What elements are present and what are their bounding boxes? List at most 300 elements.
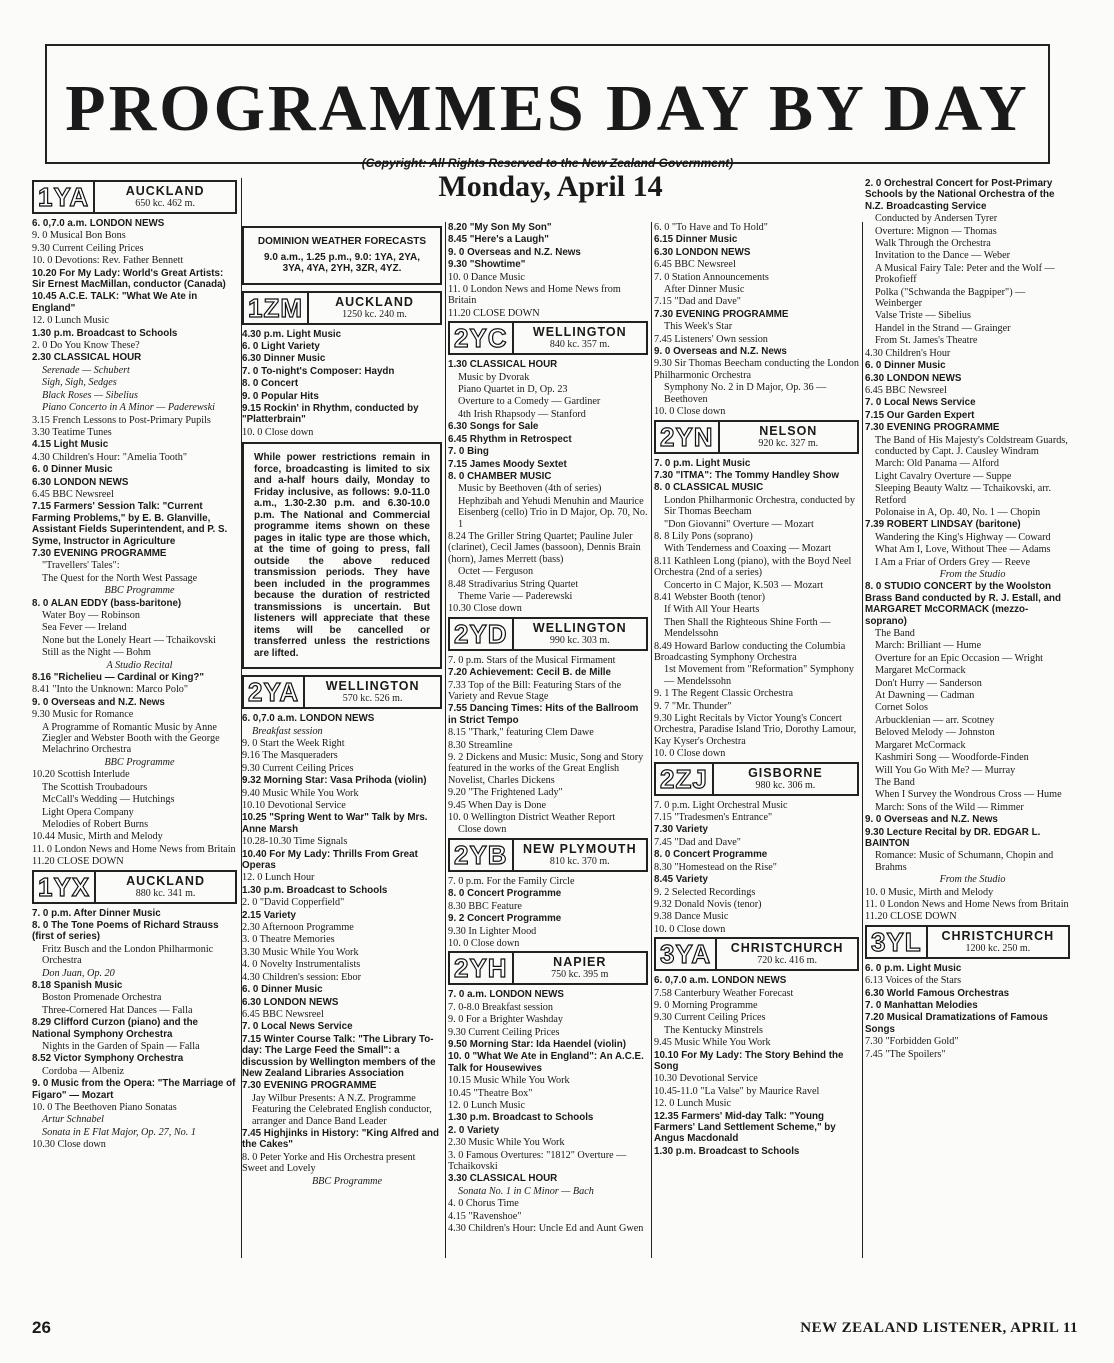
programme-entry: Still as the Night — Bohm [42,647,151,659]
programme-list-1zm [242,329,442,439]
programme-entry: Then Shall the Righteous Shine Forth — Mendelssohn [664,616,831,640]
programme-entry: Fritz Busch and the London Philharmonic Orchestra [42,943,214,967]
programme-entry: 10. 0 Wellington District Weather Report [448,812,616,824]
programme-entry: 10. 0 Close down [242,426,314,438]
programme-entry: 8.11 Kathleen Long (piano), with the Boyd Neel Orchestra (2nd of a series) [654,555,852,579]
station-header-2yc [448,321,648,355]
programme-entry: 1st Movement from "Reformation" Symphony — Mendelssohn [664,664,854,687]
programme-entry: 7.20 Achievement: Cecil B. de Mille [448,667,611,679]
programme-entry: 10.25 "Spring Went to War" Talk by Mrs. Anne Marsh [242,812,428,835]
programme-entry: 8. 0 Concert [242,378,299,390]
programme-entry: 9.45 When Day is Done [448,799,546,811]
station-city: WELLINGTON [532,620,627,635]
station-frequency: 1200 kc. 250 m. [965,942,1031,954]
programme-entry: 4.30 Children's Hour: "Amelia Tooth" [32,451,187,463]
programme-entry: 7.15 Our Garden Expert [865,409,975,421]
programme-entry: 4.30 p.m. Light Music [242,328,342,340]
programme-entry: 9. 0 Overseas and N.Z. News [448,246,581,258]
programme-entry: 8. 0 ALAN EDDY (bass-baritone) [32,597,182,609]
programme-entry: 7. 0 To-night's Composer: Haydn [242,365,395,377]
programme-list-2zj [654,800,859,935]
programme-entry: 6. 0 "To Have and To Hold" [654,222,768,233]
programme-entry: 2.15 Variety [242,909,296,921]
programme-entry: 9. 0 Overseas and N.Z. News [865,814,998,826]
programme-entry: 4.15 "Ravenshoe" [448,1210,522,1222]
programme-entry: 10.44 Music, Mirth and Melody [32,831,163,843]
programme-entry: 11. 0 London News and Home News from Britain [448,284,621,307]
station-city: AUCKLAND [125,184,205,198]
programme-entry: 1.30 p.m. Broadcast to Schools [32,327,178,339]
station-call-sign: 2YN [656,422,720,452]
programme-entry: 4.30 Children's Hour: Uncle Ed and Aunt Gwen [448,1223,644,1235]
programme-entry: 10.45 A.C.E. TALK: "What We Ate in England" [32,291,198,314]
programme-entry: 7.30 Variety [654,824,708,836]
programme-entry: Will You Go With Me? — Murray [875,764,1016,776]
programme-entry: 10.40 For My Lady: Thrills From Great Operas [242,848,418,872]
programme-list-2ya [242,713,442,1187]
station-call-sign: 2YA [244,677,305,707]
programme-entry: 6.45 BBC Newsreel [865,384,947,396]
programme-entry: Close down [458,824,507,836]
programme-entry: 8.45 Variety [654,874,708,886]
programme-entry: 9.30 Current Ceiling Prices [32,242,144,254]
programme-entry: 9.15 Rockin' in Rhythm, conducted by "Platterbrain" [242,402,419,426]
programme-entry: 8.41 "Into the Unknown: Marco Polo" [32,684,189,696]
programme-entry: 3.15 French Lessons to Post-Primary Pupils [32,414,211,426]
programme-entry: 12.35 Farmers' Mid-day Talk: "Young Farmers' Land Settlement Scheme," by Angus Macdonald [654,1110,836,1145]
programme-entry: 10.10 For My Lady: The Story Behind the Song [654,1049,844,1072]
programme-list-3yl [865,963,1070,1060]
programme-entry: 12. 0 Lunch Hour [242,872,315,884]
programme-entry: 7.45 "Dad and Dave" [654,836,741,848]
programme-entry: Nights in the Garden of Spain — Falla [42,1041,200,1052]
programme-entry: 10.20 Scottish Interlude [32,769,130,781]
programme-entry: 7. 0 p.m. Stars of the Musical Firmament [448,654,616,666]
programme-entry: Light Cavalry Overture — Suppe [875,470,1012,482]
programme-list-continued [448,222,648,319]
programme-entry: 9. 0 Overseas and N.Z. News [654,346,787,358]
programme-entry: 10.30 Devotional Service [654,1073,758,1085]
station-city: AUCKLAND [335,294,414,309]
programme-entry: 1.30 p.m. Broadcast to Schools [448,1112,594,1124]
programme-entry: 9.16 The Masqueraders [242,750,338,762]
station-header-2yb [448,838,648,872]
programme-entry: 4.15 Light Music [32,439,109,451]
programme-entry: 1.30 p.m. Broadcast to Schools [242,884,388,896]
station-frequency: 980 kc. 306 m. [755,779,816,791]
programme-entry: 10.30 Close down [448,603,522,615]
programme-entry: Overture: Mignon — Thomas [875,225,997,237]
programme-entry: 6.30 LONDON NEWS [32,476,129,488]
programme-entry: 6.45 Rhythm in Retrospect [448,433,572,445]
programme-entry: 6. 0 Dinner Music [32,464,113,476]
programme-entry: 10. 0 The Beethoven Piano Sonatas [32,1102,177,1114]
programme-entry: 12. 0 Lunch Music [448,1099,525,1111]
programme-entry: Sonata No. 1 in C Minor — Bach [458,1185,594,1197]
programme-entry: 3.30 CLASSICAL HOUR [448,1173,558,1185]
station-city: NEW PLYMOUTH [522,841,637,856]
programme-entry: Serenade — Schubert [42,364,130,376]
station-header-2ya [242,675,442,709]
programme-entry: Octet — Ferguson [458,566,534,578]
programme-entry: This Week's Star [664,321,733,333]
programme-entry: 8.18 Spanish Music [32,979,123,991]
programme-entry: 6.13 Voices of the Stars [865,975,962,987]
programme-entry: 11. 0 London News and Home News from Britain [865,898,1069,910]
programme-entry: 7.15 Winter Course Talk: "The Library To-day: The Large Feed the Small": a discussion by Wellington members of the New Zealand Libraries Association [242,1033,436,1079]
programme-entry: 8. 0 Concert Programme [448,888,562,900]
programme-entry: The Band [875,776,915,788]
programme-entry: 7. 0 Local News Service [242,1021,353,1033]
programme-entry: 8.48 Stradivarius String Quartet [448,578,579,590]
programme-entry: BBC Programme [104,756,175,768]
programme-entry: 2. 0 Do You Know These? [32,340,140,352]
programme-entry: 7. 0 Station Announcements [654,271,769,283]
programme-entry: 6. 0 p.m. Light Music [865,962,962,974]
programme-entry: 3.30 Music While You Work [242,946,359,958]
programme-entry: 7. 0 a.m. LONDON NEWS [448,989,564,1001]
programme-entry: 11. 0 London News and Home News from Britain [32,843,236,855]
programme-entry: 10. 0 Close down [448,937,520,949]
programme-entry: 11.20 CLOSE DOWN [32,856,124,868]
programme-entry: 7. 0 p.m. After Dinner Music [32,907,161,919]
programme-entry: Overture to a Comedy — Gardiner [458,396,601,408]
station-call-sign: 2YC [450,323,514,353]
station-header-3yl [865,925,1070,959]
programme-entry: 7.45 Listeners' Own session [654,333,768,345]
programme-entry: 8.24 The Griller String Quartet; Pauline Juler (clarinet), Cecil James (bassoon), Dennis Brain (horn), James Merrett (bass) [448,530,641,565]
programme-entry: 7.58 Canterbury Weather Forecast [654,987,794,999]
programme-entry: 9.30 Current Ceiling Prices [448,1026,560,1038]
programme-entry: 9. 0 Start the Week Right [242,737,345,749]
programme-entry: Black Roses — Sibelius [42,389,138,401]
programme-list-2yd [448,655,648,836]
programme-entry: 8.16 "Richelieu — Cardinal or King?" [32,672,205,684]
programme-entry: After Dinner Music [664,284,745,296]
programme-entry: 9.45 Music While You Work [654,1037,771,1049]
programme-entry: 8.45 "Here's a Laugh" [448,234,549,246]
programme-entry: 9. 0 Overseas and N.Z. News [32,696,165,708]
programme-entry: 9.30 Music for Romance [32,709,134,721]
programme-entry: Artur Schnabel [42,1114,104,1126]
programme-entry: 6.30 Songs for Sale [448,421,539,433]
column-3 [448,222,652,1258]
programme-entry: 7. 0 p.m. Light Orchestral Music [654,799,788,811]
station-frequency: 840 kc. 357 m. [549,339,610,351]
station-call-sign: 2YD [450,619,514,649]
programme-entry: 2. 0 Variety [448,1124,500,1136]
programme-entry: 6.30 Dinner Music [242,353,326,365]
page-title: PROGRAMMES DAY BY DAY [65,72,1030,145]
programme-entry: 9.30 "Showtime" [448,259,526,271]
station-header-2yn [654,420,859,454]
programme-entry: 6.30 LONDON NEWS [242,996,339,1008]
station-header-1yx [32,870,237,904]
programme-entry: Piano Quartet in D, Op. 23 [458,384,568,396]
programme-entry: 8.29 Clifford Curzon (piano) and the National Symphony Orchestra [32,1017,199,1040]
programme-entry: A Programme of Romantic Music by Anne Ziegler and Webster Booth with the George Melachrino Orchestra [42,721,220,756]
station-city: CHRISTCHURCH [941,928,1055,943]
programme-entry: A Musical Fairy Tale: Peter and the Wolf — Prokofieff [875,262,1055,286]
programme-entry: 9.30 Current Ceiling Prices [654,1012,766,1024]
programme-list-1yx [32,908,237,1151]
station-call-sign: 2ZJ [656,764,714,794]
programme-entry: 6.30 LONDON NEWS [865,372,962,384]
programme-entry: 11.20 CLOSE DOWN [865,911,957,923]
station-city: WELLINGTON [325,679,420,694]
programme-entry: 3. 0 Theatre Memories [242,934,335,946]
programme-entry: Piano Concerto in A Minor — Paderewski [42,402,215,414]
programme-entry: 6. 0,7.0 a.m. LONDON NEWS [32,218,165,229]
programme-entry: 2.30 CLASSICAL HOUR [32,352,142,364]
station-call-sign: 1YA [34,182,95,212]
programme-entry: Sea Fever — Ireland [42,622,127,634]
programme-entry: 9.38 Dance Music [654,911,729,923]
programme-entry: 7. 0-8.0 Breakfast session [448,1001,553,1013]
programme-entry: 7.30 EVENING PROGRAMME [654,308,789,320]
station-call-sign: 3YL [867,927,928,957]
programme-entry: 11.20 CLOSE DOWN [448,307,540,319]
programme-entry: 7.33 Top of the Bill: Featuring Stars of the Variety and Revue Stage [448,679,622,702]
programme-entry: Sigh, Sigh, Sedges [42,377,117,389]
programme-entry: 10. 0 Devotions: Rev. Father Bennett [32,255,184,267]
programme-entry: 9. 2 Concert Programme [448,913,562,925]
column-4 [654,222,863,1258]
programme-entry: 4. 0 Novelty Instrumentalists [242,959,361,971]
programme-entry: Water Boy — Robinson [42,610,140,621]
programme-entry: Music by Beethoven (4th of series) [458,483,602,495]
programme-entry: Hephzibah and Yehudi Menuhin and Maurice Eisenberg (cello) Trio in D Major, Op. 70, No. 1 [458,495,648,530]
programme-entry: 4th Irish Rhapsody — Stanford [458,408,586,420]
programme-entry: 7.30 EVENING PROGRAMME [865,422,1000,434]
programme-entry: 10. 0 "What We Ate in England": An A.C.E. Talk for Housewives [448,1051,644,1074]
programme-entry: I Am a Friar of Orders Grey — Reeve [875,556,1031,568]
programme-entry: What Am I, Love, Without Thee — Adams [875,544,1051,556]
programme-entry: 7.15 Farmers' Session Talk: "Current Farming Problems," by E. B. Glanville, Assistant Fields Superintendent, and P. S. Syme, Instructor in Agriculture [32,501,228,547]
programme-entry: 10.20 For My Lady: World's Great Artists: Sir Ernest MacMillan, conductor (Canada) [32,267,226,291]
programme-entry: March: Sons of the Wild — Rimmer [875,801,1024,813]
programme-entry: 4.30 Children's session: Ebor [242,971,361,983]
programme-entry: 7. 0 Manhattan Melodies [865,1000,978,1011]
programme-entry: The Band of His Majesty's Coldstream Guards, conducted by Capt. J. Causley Windram [875,434,1068,457]
programme-entry: 9.30 Light Recitals by Victor Young's Concert Orchestra, Paradise Island Trio, Dorothy Lamour, Kay Kyser's Orchestra [654,713,857,747]
programme-entry: 12. 0 Lunch Music [32,315,109,327]
programme-entry: Cornet Solos [875,702,928,714]
station-call-sign: 1YX [34,872,96,902]
station-city: WELLINGTON [532,325,627,340]
programme-entry: 4. 0 Chorus Time [448,1198,519,1210]
programme-entry: 7. 0 Local News Service [865,397,976,409]
programme-entry: "Don Giovanni" Overture — Mozart [664,518,814,530]
column-1 [32,178,242,1258]
programme-entry: 6.45 BBC Newsreel [32,488,114,500]
programme-entry: March: Brilliant — Hume [875,640,982,652]
programme-entry: If With All Your Hearts [664,604,760,616]
programme-entry: 10.30 Close down [32,1139,106,1151]
power-restrictions-notice: While power restrictions remain in force, broadcasting is limited to six and a-half hours daily, Monday to Friday inclusive, as follows: 9.0-11.0 a.m., 1.30-2.30 p.m. and 6.30-10.0 p.m. The National and Commercial programme items shown on these pages in italic type are those which, at the time of going to press, fall outside the above reduced transmission periods. They have been included in the programmes because the duration of restricted transmissions is uncertain. But listeners will appreciate that these items will be cancelled or transferred unless the restrictions are lifted. [242,442,442,669]
programme-entry: 7.15 "Dad and Dave" [654,296,741,308]
station-header-2zj [654,762,859,796]
programme-entry: 10. 0 Close down [654,923,726,935]
programme-entry: Valse Triste — Sibelius [875,310,971,322]
programme-entry: 7.45 "The Spoilers" [865,1048,946,1060]
station-call-sign: 2YH [450,953,514,983]
programme-entry: 10.45-11.0 "La Valse" by Maurice Ravel [654,1085,820,1097]
programme-entry: 10. 0 Close down [654,748,726,760]
programme-entry: From St. James's Theatre [875,335,978,347]
programme-list-2yc [448,359,648,615]
programme-entry: 7.39 ROBERT LINDSAY (baritone) [865,519,1021,531]
station-city: CHRISTCHURCH [730,941,844,956]
programme-entry: 3.30 Teatime Tunes [32,426,112,438]
page-banner [45,44,1050,170]
programme-entry: 10. 0 Music, Mirth and Melody [865,886,994,898]
programme-entry: London Philharmonic Orchestra, conducted by Sir Thomas Beecham [664,494,855,518]
programme-entry: 2. 0 Orchestral Concert for Post-Primary Schools by the National Orchestra of the N.Z. Broadcasting Service [865,178,1055,212]
day-heading: Monday, April 14 [438,170,663,203]
programme-entry: 8.49 Howard Barlow conducting the Columbia Broadcasting Symphony Orchestra [654,640,846,663]
programme-entry: 8. 0 Peter Yorke and His Orchestra present Sweet and Lovely [242,1151,416,1175]
programme-entry: 9. 2 Selected Recordings [654,886,756,898]
programme-entry: 8.30 "Homestead on the Rise" [654,861,777,873]
programme-entry: 7.30 EVENING PROGRAMME [242,1080,377,1092]
programme-entry: 2.30 Afternoon Programme [242,922,354,934]
programme-entry: 7.45 Highjinks in History: "King Alfred and the Cakes" [242,1127,439,1151]
programme-entry: 9. 1 The Regent Classic Orchestra [654,688,794,700]
programme-entry: 7.30 "Forbidden Gold" [865,1036,959,1048]
programme-entry: At Dawning — Cadman [875,690,975,702]
programme-entry: 9. 7 "Mr. Thunder" [654,700,732,712]
programme-entry: 7.55 Dancing Times: Hits of the Ballroom in Strict Tempo [448,703,639,726]
programme-entry: 6.45 BBC Newsreel [242,1008,324,1020]
programme-entry: Beloved Melody — Johnston [875,727,995,739]
station-frequency: 990 kc. 303 m. [549,634,610,646]
programme-entry: 9. 0 Morning Programme [654,999,758,1011]
programme-entry: Theme Varie — Paderewski [458,590,573,602]
programme-entry: The Quest for the North West Passage [42,572,198,584]
programme-entry: The Band [875,628,915,640]
station-header-1ya [32,180,237,214]
station-frequency: 810 kc. 370 m. [549,855,610,867]
programme-list-2yb [448,876,648,949]
programme-entry: Boston Promenade Orchestra [42,992,162,1004]
programme-entry: Cordoba — Albeniz [42,1065,125,1077]
programme-entry: Walk Through the Orchestra [875,238,991,250]
programme-entry: 9.30 Current Ceiling Prices [242,762,354,774]
station-frequency: 920 kc. 327 m. [758,437,819,449]
programme-entry: 9. 0 For a Brighter Washday [448,1014,563,1026]
station-city: NAPIER [553,955,607,970]
programme-entry: 8. 0 CLASSICAL MUSIC [654,482,764,494]
station-header-2yd [448,617,648,651]
programme-entry: 6. 0 Dinner Music [865,360,946,372]
programme-entry: Arbucklenian — arr. Scotney [875,714,995,726]
programme-entry: Three-Cornered Hat Dances — Falla [42,1004,193,1016]
programme-entry: 8. 0 Concert Programme [654,849,768,861]
programme-entry: Don Juan, Op. 20 [42,967,115,979]
programme-entry: 6.45 BBC Newsreel [654,259,736,271]
station-frequency: 650 kc. 462 m. [135,198,195,209]
programme-list-continued [865,178,1070,923]
programme-entry: 6. 0,7.0 a.m. LONDON NEWS [242,713,375,725]
programme-entry: 9.20 "The Frightened Lady" [448,787,563,799]
programme-entry: 8.15 "Thark," featuring Clem Dawe [448,727,594,739]
programme-entry: 6. 0 Dinner Music [242,984,323,996]
station-header-2yh [448,951,648,985]
programme-entry: 10.45 "Theatre Box" [448,1087,533,1099]
programme-entry: 7. 0 p.m. For the Family Circle [448,875,575,887]
programme-list-1ya [32,218,237,868]
programme-entry: 10. 0 Close down [654,406,726,418]
programme-entry: With Tenderness and Coaxing — Mozart [664,543,832,555]
programme-entry: 8. 0 The Tone Poems of Richard Strauss (first of series) [32,919,219,943]
programme-entry: 3. 0 Famous Overtures: "1812" Overture — Tchaikovski [448,1149,627,1172]
station-frequency: 750 kc. 395 m [551,969,609,981]
station-frequency: 570 kc. 526 m. [342,693,403,705]
programme-entry: Don't Hurry — Sanderson [875,677,982,689]
programme-entry: 6.15 Dinner Music [654,234,738,246]
programme-entry: Romance: Music of Schumann, Chopin and Brahms [875,850,1054,873]
programme-list-3ya [654,975,859,1157]
programme-entry: 6. 0 Light Variety [242,340,320,352]
copyright-notice: (Copyright: All Rights Reserved to the New Zealand Government) [361,156,734,170]
programme-entry: 9.30 Lecture Recital by DR. EDGAR L. BAINTON [865,826,1041,849]
programme-entry: 6.30 World Famous Orchestras [865,987,1010,999]
programme-entry: When I Survey the Wondrous Cross — Hume [875,789,1062,801]
programme-entry: 9.30 In Lighter Mood [448,925,537,937]
programme-entry: Invitation to the Dance — Weber [875,250,1011,262]
programme-entry: "Travellers' Tales": [42,560,120,572]
programme-entry: 8. 0 CHAMBER MUSIC [448,470,552,482]
programme-entry: Concerto in C Major, K.503 — Mozart [664,579,824,591]
weather-heading: DOMINION WEATHER FORECASTS [257,236,427,247]
programme-entry: 9. 0 Music from the Opera: "The Marriage of Figaro" — Mozart [32,1078,236,1101]
programme-entry: March: Old Panama — Alford [875,458,999,470]
programme-entry: Polka ("Schwanda the Bagpiper") — Weinberger [875,286,1026,310]
programme-entry: 7. 0 p.m. Light Music [654,457,751,469]
programme-entry: 7.15 "Tradesmen's Entrance" [654,812,773,824]
programme-entry: 10. 0 Dance Music [448,271,525,283]
programme-entry: 8.30 BBC Feature [448,900,522,912]
programme-entry: Sonata in E Flat Major, Op. 27, No. 1 [42,1126,196,1138]
programme-list-continued [654,222,859,418]
programme-entry: Margaret McCormack [875,665,966,677]
programme-entry: 9.40 Music While You Work [242,787,359,799]
publication-footer: NEW ZEALAND LISTENER, APRIL 11 [800,1320,1078,1336]
column-5 [865,178,1070,1258]
programme-entry: 1.30 CLASSICAL HOUR [448,359,558,371]
programme-entry: 9. 2 Dickens and Music: Music, Song and Story featured in the works of the Great English Novelist, Charles Dickens [448,752,644,786]
programme-entry: 7.15 James Moody Sextet [448,458,567,470]
programme-entry: Kashmiri Song — Woodforde-Finden [875,752,1029,764]
programme-entry: 10.28-10.30 Time Signals [242,836,348,848]
programme-entry: 7.30 EVENING PROGRAMME [32,547,167,559]
programme-entry: 10.10 Devotional Service [242,800,346,811]
programme-entry: 9.30 Sir Thomas Beecham conducting the London Philharmonic Orchestra [654,358,859,381]
programme-entry: 7.20 Musical Dramatizations of Famous Songs [865,1012,1048,1035]
programme-entry: Symphony No. 2 in D Major, Op. 36 — Beethoven [664,382,827,405]
programme-entry: 4.30 Children's Hour [865,347,951,359]
weather-times: 9.0 a.m., 1.25 p.m., 9.0: 1YA, 2YA, 3YA, 4YA, 2YH, 3ZR, 4YZ. [263,251,420,274]
programme-entry: 9. 0 Popular Hits [242,390,319,402]
programme-entry: Conducted by Andersen Tyrer [875,213,998,225]
programme-entry: 9.32 Donald Novis (tenor) [654,898,762,910]
station-frequency: 1250 kc. 240 m. [342,308,407,320]
programme-entry: 7. 0 Bing [448,446,489,458]
programme-entry: Polonaise in A, Op. 40, No. 1 — Chopin [875,506,1041,518]
programme-entry: 6. 0,7.0 a.m. LONDON NEWS [654,975,787,987]
programme-entry: 7.30 "ITMA": The Tommy Handley Show [654,469,839,481]
